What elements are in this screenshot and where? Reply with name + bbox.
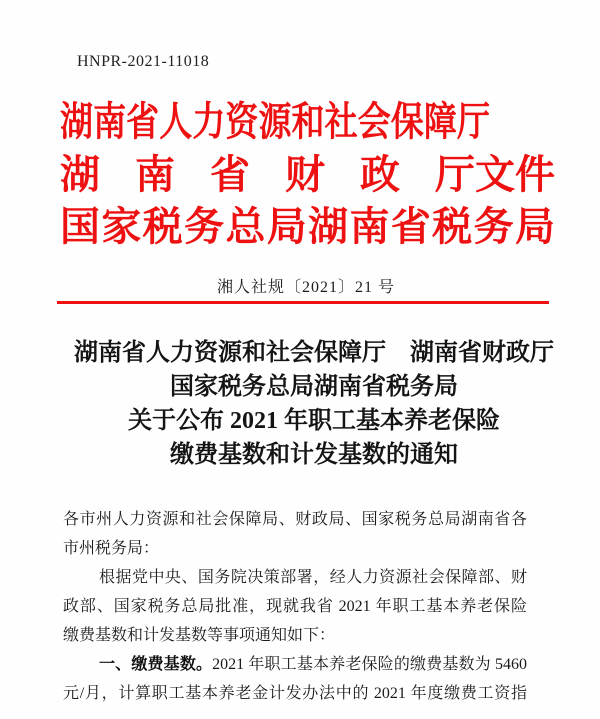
title-line-1: 湖南省人力资源和社会保障厅 湖南省财政厅 (74, 340, 554, 366)
masthead-agency-line-1 (60, 92, 490, 155)
masthead-char: 南 (349, 204, 390, 249)
body-line: 各市州人力资源和社会保障局、财政局、国家税务总局湖南省各 (63, 511, 527, 528)
masthead-char: 南 (93, 100, 127, 145)
body-line: 元/月，计算职工基本养老金计发办法中的 2021 年度缴费工资指 (63, 685, 527, 702)
body-bold-run: 一、缴费基数。 (99, 656, 213, 673)
body-line: 一、缴费基数。2021 年职工基本养老保险的缴费基数为 5460 (99, 656, 527, 673)
masthead-char: 源 (258, 100, 292, 145)
masthead-char: 局 (514, 204, 555, 249)
doc-number: 湘人社规〔2021〕21 号 (216, 279, 395, 296)
title-line-2: 国家税务总局湖南省税务局 (170, 374, 458, 400)
body-line: 根据党中央、国务院决策部署，经人力资源社会保障部、财 (99, 569, 527, 586)
masthead-char: 厅 (456, 100, 490, 145)
doc-body (63, 505, 527, 708)
masthead-char: 障 (423, 100, 457, 145)
masthead-char: 资 (225, 100, 259, 145)
masthead-char: 湖 (60, 100, 93, 145)
masthead-char: 南 (135, 152, 175, 197)
body-line: 市州税务局： (63, 540, 160, 557)
masthead-char: 总 (225, 204, 266, 249)
masthead-char: 省 (390, 204, 431, 249)
doc-reference-code: HNPR-2021-11018 (77, 53, 210, 70)
masthead-char: 会 (357, 100, 391, 145)
masthead-char: 省 (126, 100, 160, 145)
masthead-char: 厅文件 (435, 152, 555, 197)
masthead-agency-line-3 (60, 201, 555, 253)
masthead-char: 税 (142, 204, 183, 249)
masthead-char: 和 (291, 100, 325, 145)
masthead-char: 家 (101, 204, 142, 249)
masthead-char: 务 (473, 204, 514, 249)
title-line-3: 关于公布 2021 年职工基本养老保险 (128, 408, 500, 434)
masthead-char: 人 (159, 100, 193, 145)
masthead-char: 湖 (308, 204, 349, 249)
masthead-agency-line-2 (60, 149, 555, 201)
masthead-char: 省 (210, 152, 250, 197)
masthead-char: 政 (360, 152, 400, 197)
masthead-char: 社 (324, 100, 358, 145)
masthead-char: 务 (184, 204, 225, 249)
body-line: 缴费基数和计发基数等事项通知如下： (63, 627, 336, 644)
masthead-char: 财 (285, 152, 325, 197)
body-line: 政部、国家税务总局批准，现就我省 2021 年职工基本养老保险 (63, 598, 527, 615)
masthead-char: 湖 (60, 152, 100, 197)
masthead-char: 保 (390, 100, 424, 145)
red-divider-rule (57, 301, 549, 304)
masthead-char: 局 (266, 204, 307, 249)
masthead-char: 税 (432, 204, 473, 249)
red-masthead (60, 97, 555, 253)
doc-title (14, 336, 600, 472)
masthead-char: 力 (192, 100, 226, 145)
masthead-char: 国 (60, 204, 100, 249)
title-line-4: 缴费基数和计发基数的通知 (170, 442, 458, 468)
